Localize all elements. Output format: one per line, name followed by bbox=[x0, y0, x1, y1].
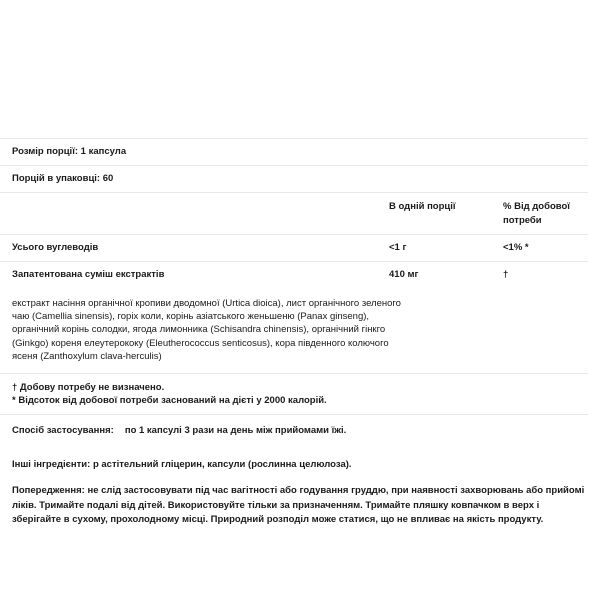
other-ingredients: Інші інгредієнти: р астітельний гліцерин, капсули (рослинна целюлоза). bbox=[12, 459, 352, 471]
usage-value: по 1 капсулі 3 рази на день між прийомами їжі. bbox=[124, 425, 347, 437]
footnote-dagger: † Добову потребу не визначено. bbox=[12, 382, 165, 394]
proprietary-blend-ingredients: екстракт насіння органічної кропиви дводомної (Urtica dioica), лист органічного зеленого чаю (Camellia sinensis), горіх коли, корінь азіатського женьшеню (Panax ginseng), органічний корінь солодки, ягода лимонника (Schisandra chinensis), органічний гінкго (Ginkgo) кореня елеутерококу (Eleutherococcus senticosus), кора південного колючого ясеня (Zanthoxylum clava-herculis) bbox=[12, 298, 401, 362]
footnote-asterisk: * Відсоток від добової потреби заснований на дієті у 2000 калорій. bbox=[12, 395, 327, 407]
table-row bbox=[0, 235, 600, 261]
nutrient-daily-value: † bbox=[503, 269, 509, 280]
usage-directions bbox=[0, 415, 600, 447]
nutrient-amount: 410 мг bbox=[389, 269, 419, 280]
table-header-amount: В одній порції bbox=[389, 201, 456, 212]
serving-size-line: Розмір порції: 1 капсула bbox=[12, 146, 127, 157]
footnotes-block bbox=[0, 374, 600, 414]
servings-per-container-line: Порцій в упаковці: 60 bbox=[12, 173, 114, 184]
nutrient-daily-value: <1% * bbox=[503, 242, 529, 253]
table-header-daily-value: % Від добової потреби bbox=[503, 201, 570, 226]
nutrient-name: Усього вуглеводів bbox=[12, 242, 99, 253]
nutrient-name: Запатентована суміш екстрактів bbox=[12, 269, 165, 280]
top-spacer bbox=[0, 0, 600, 138]
table-row bbox=[0, 262, 600, 288]
nutrient-amount: <1 г bbox=[389, 242, 407, 253]
warning-text: Попередження: не слід застосовувати під час вагітності або годування груддю, при наявності захворювань або прийомі ліків. Тримайте подалі від дітей. Використовуйте тільки за призначенням. Тримайте пляшку ковпачком в верх і зберігайте в сухому, прохолодному місці. Природний розподіл може статися, що не впливає на якість продукту. bbox=[12, 485, 585, 526]
usage-label: Спосіб застосування: bbox=[12, 425, 114, 437]
table-header-row bbox=[0, 193, 600, 234]
